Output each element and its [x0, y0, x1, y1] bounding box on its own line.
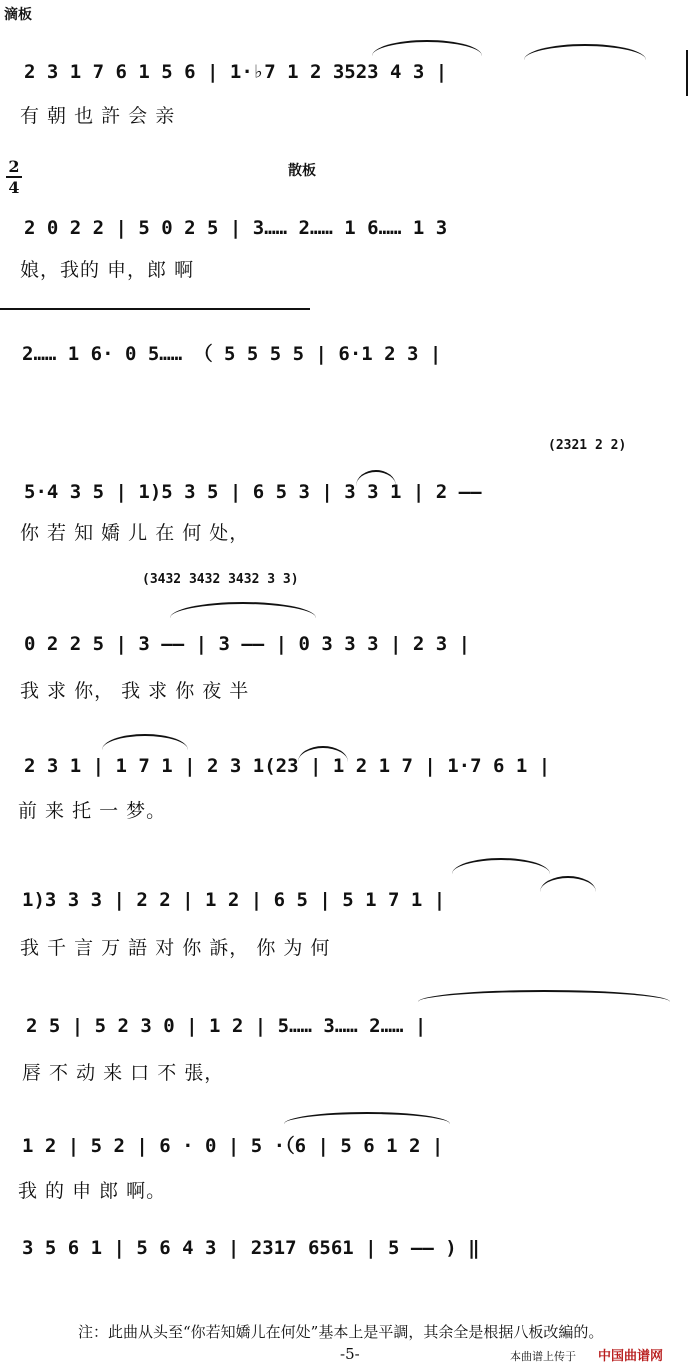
lyrics-line-7: 我 千 言 万 語 对 你 訴， 你 为 何	[20, 937, 331, 959]
slur	[418, 990, 670, 1002]
lyrics-line-5: 我 求 你， 我 求 你 夜 半	[20, 680, 250, 702]
tempo-change-marking: 散板	[288, 163, 316, 179]
time-signature	[6, 158, 22, 196]
lyrics-line-10	[0, 1270, 700, 1296]
upload-credit: 本曲谱上传于	[510, 1350, 576, 1363]
time-signature-numerator: 2	[8, 157, 20, 176]
lyrics-line-6: 前 来 托 一 梦。	[18, 800, 167, 822]
slur	[102, 734, 188, 750]
page-number: -5-	[340, 1345, 360, 1363]
lyrics-line-2: 娘，我的 申，郎 啊	[20, 259, 195, 281]
slur	[372, 40, 482, 56]
tie-line	[0, 308, 310, 310]
notation-line-7: 1)3 3 3 | 2 2 | 1 2 | 6 5 | 5 1 7 1 |	[22, 889, 446, 911]
slur	[524, 44, 646, 60]
slur	[452, 858, 550, 874]
notation-line-4: 5·4 3 5 | 1)5 3 5 | 6 5 3 | 3 3 1 | 2 ——	[24, 481, 482, 503]
notation-line-5: 0 2 2 5 | 3 —— | 3 —— | 0 3 3 3 | 2 3 |	[24, 633, 471, 655]
notation-line-6: 2 3 1 | 1 7 1 | 2 3 1(23 | 1 2 1 7 | 1·7 6 1 |	[24, 755, 551, 777]
notation-line-1: 2 3 1 7 6 1 5 6 | 1·♭7 1 2 3523 4 3 |	[24, 61, 448, 83]
slur	[540, 876, 596, 892]
time-signature-denominator: 4	[8, 178, 20, 197]
slur	[284, 1112, 450, 1124]
footnote: 注：此曲从头至“你若知嬌儿在何处”基本上是平調，其余全是根据八板改編的。	[78, 1323, 604, 1341]
ornament-figure: (2321 2 2)	[548, 438, 627, 453]
tempo-marking: 滴板	[4, 7, 32, 23]
site-logo: 中国曲谱网	[598, 1349, 664, 1364]
notation-line-8: 2 5 | 5 2 3 0 | 1 2 | 5…… 3…… 2…… |	[26, 1015, 427, 1037]
ornament-figure: (3432 3432 3432 3 3)	[142, 572, 299, 587]
slur	[170, 602, 316, 618]
lyrics-line-8: 唇 不 动 来 口 不 張，	[22, 1062, 225, 1084]
lyrics-line-4: 你 若 知 嬌 儿 在 何 处，	[20, 522, 250, 544]
barline	[686, 50, 688, 96]
slur	[356, 470, 396, 486]
notation-line-9: 1 2 | 5 2 | 6 · 0 | 5 ·（6 | 5 6 1 2 |	[22, 1135, 444, 1157]
notation-line-10: 3 5 6 1 | 5 6 4 3 | 2317 6561 | 5 —— ) ‖	[22, 1237, 480, 1259]
notation-line-3: 2…… 1 6· 0 5…… （ 5 5 5 5 | 6·1 2 3 |	[22, 343, 442, 365]
lyrics-line-1: 有 朝 也 許 会 亲	[20, 105, 176, 127]
lyrics-line-9: 我 的 申 郎 啊。	[18, 1180, 167, 1202]
slur	[298, 746, 348, 762]
notation-line-2: 2 0 2 2 | 5 0 2 5 | 3…… 2…… 1 6…… 1 3	[24, 217, 448, 239]
lyrics-line-3	[0, 380, 700, 406]
